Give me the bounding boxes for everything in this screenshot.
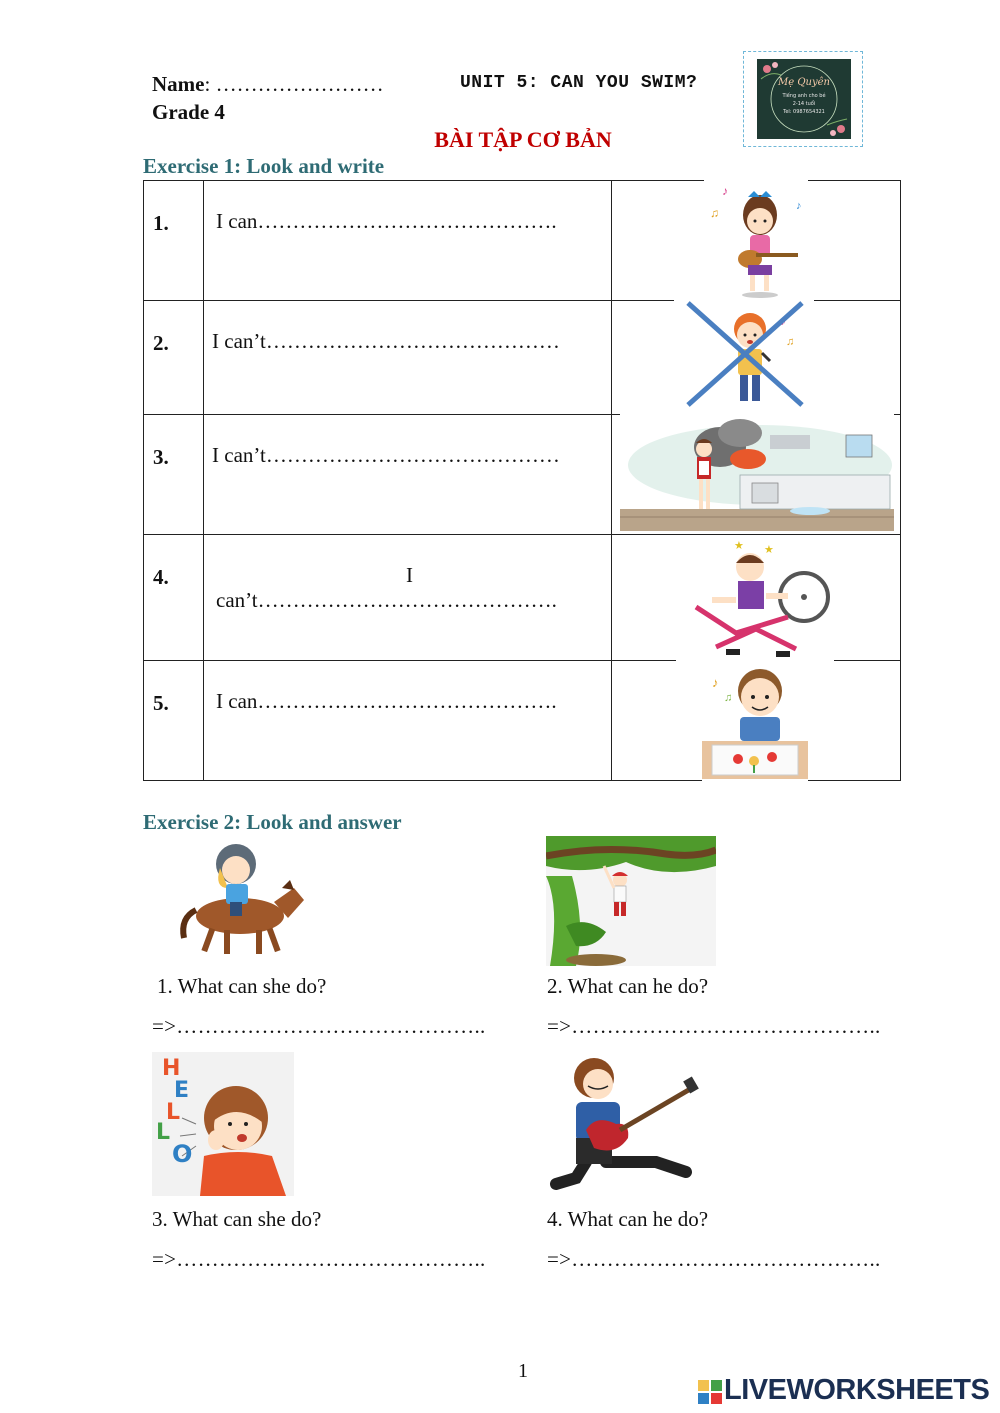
unit-title: UNIT 5: CAN YOU SWIM? xyxy=(460,73,698,93)
answer-line-3[interactable]: =>…………………………………….. xyxy=(152,1247,486,1271)
answer-line-1[interactable]: =>…………………………………….. xyxy=(152,1014,486,1038)
table-row xyxy=(144,181,901,301)
answer-line-2[interactable]: =>…………………………………….. xyxy=(547,1014,881,1038)
logo-sub3: Tel: 0987654321 xyxy=(783,109,825,115)
row-answer-line[interactable] xyxy=(204,535,612,661)
girl-riding-horse-icon xyxy=(170,838,310,958)
table-row xyxy=(144,415,901,535)
row-number: 4. xyxy=(144,535,204,661)
name-blank[interactable]: : …………………… xyxy=(204,72,384,96)
brand-part-worksheets: WORKSHEETS xyxy=(786,1374,990,1406)
question-4: 4. What can he do? xyxy=(547,1207,709,1231)
boy-drawing-picture-icon xyxy=(702,661,808,781)
exercise1-title: Exercise 1: Look and write xyxy=(143,154,385,178)
answer-line-4[interactable]: =>…………………………………….. xyxy=(547,1247,881,1271)
girl-saying-hello-picture xyxy=(152,1052,294,1196)
hello-letter-h: H xyxy=(162,1056,181,1081)
row-number: 2. xyxy=(144,301,204,415)
liveworksheets-logo-icon xyxy=(698,1380,722,1404)
logo-sub1: Tiếng anh cho bé xyxy=(782,93,826,99)
svg-text:★: ★ xyxy=(734,540,744,552)
table-row xyxy=(144,301,901,415)
boy-fallen-bicycle-icon xyxy=(676,537,834,661)
hello-letter-l1: L xyxy=(166,1100,181,1125)
row-answer-line[interactable]: I can’t…………………………………… xyxy=(204,415,612,535)
svg-text:♫: ♫ xyxy=(710,206,719,220)
answer-line-start: I xyxy=(406,563,413,587)
row-picture-cell xyxy=(612,661,901,781)
table-row xyxy=(144,535,901,661)
row-answer-line[interactable]: I can’t…………………………………… xyxy=(204,301,612,415)
name-label: Name xyxy=(152,72,205,96)
man-playing-guitar-icon xyxy=(546,1052,720,1194)
grade-label: Grade 4 xyxy=(152,100,225,124)
table-row xyxy=(144,661,901,781)
hello-letter-o: O xyxy=(172,1140,193,1168)
woman-burning-kitchen-icon xyxy=(620,413,894,533)
svg-text:♪: ♪ xyxy=(796,200,802,212)
row-answer-line[interactable]: I can……………………………………. xyxy=(204,661,612,781)
question-3: 3. What can she do? xyxy=(152,1207,322,1231)
row-number: 1. xyxy=(144,181,204,301)
svg-text:♫: ♫ xyxy=(724,692,733,704)
section-title: BÀI TẬP CƠ BẢN xyxy=(434,127,612,152)
name-line xyxy=(152,72,384,97)
question-2: 2. What can he do? xyxy=(547,974,709,998)
exercise1-table xyxy=(143,180,901,781)
row-answer-line[interactable]: I can……………………………………. xyxy=(204,181,612,301)
row-picture-cell xyxy=(612,181,901,301)
logo-name: Mẹ Quyên xyxy=(778,77,830,88)
svg-text:★: ★ xyxy=(764,544,774,556)
row-picture-cell xyxy=(612,535,901,661)
hello-letter-l2: L xyxy=(156,1120,171,1145)
row-number: 5. xyxy=(144,661,204,781)
row-picture-cell xyxy=(612,415,901,535)
hello-letter-e: E xyxy=(174,1078,190,1103)
liveworksheets-brand[interactable] xyxy=(724,1374,989,1407)
answer-line-rest: can’t……………………………………. xyxy=(216,588,557,612)
exercise2-title: Exercise 2: Look and answer xyxy=(143,810,402,834)
logo-sub2: 2-14 tuổi xyxy=(792,101,816,107)
boy-singing-crossed-icon xyxy=(674,299,814,411)
girl-playing-guitar-icon xyxy=(704,179,808,299)
row-number: 3. xyxy=(144,415,204,535)
brand-part-live: LIVE xyxy=(724,1374,787,1406)
svg-text:♪: ♪ xyxy=(712,675,719,690)
row-picture-cell xyxy=(612,301,901,415)
svg-text:♫: ♫ xyxy=(786,336,795,348)
svg-text:♪: ♪ xyxy=(722,184,728,198)
boy-climbing-tree-icon xyxy=(546,836,716,966)
question-1: 1. What can she do? xyxy=(157,974,327,998)
page-number: 1 xyxy=(518,1360,528,1382)
